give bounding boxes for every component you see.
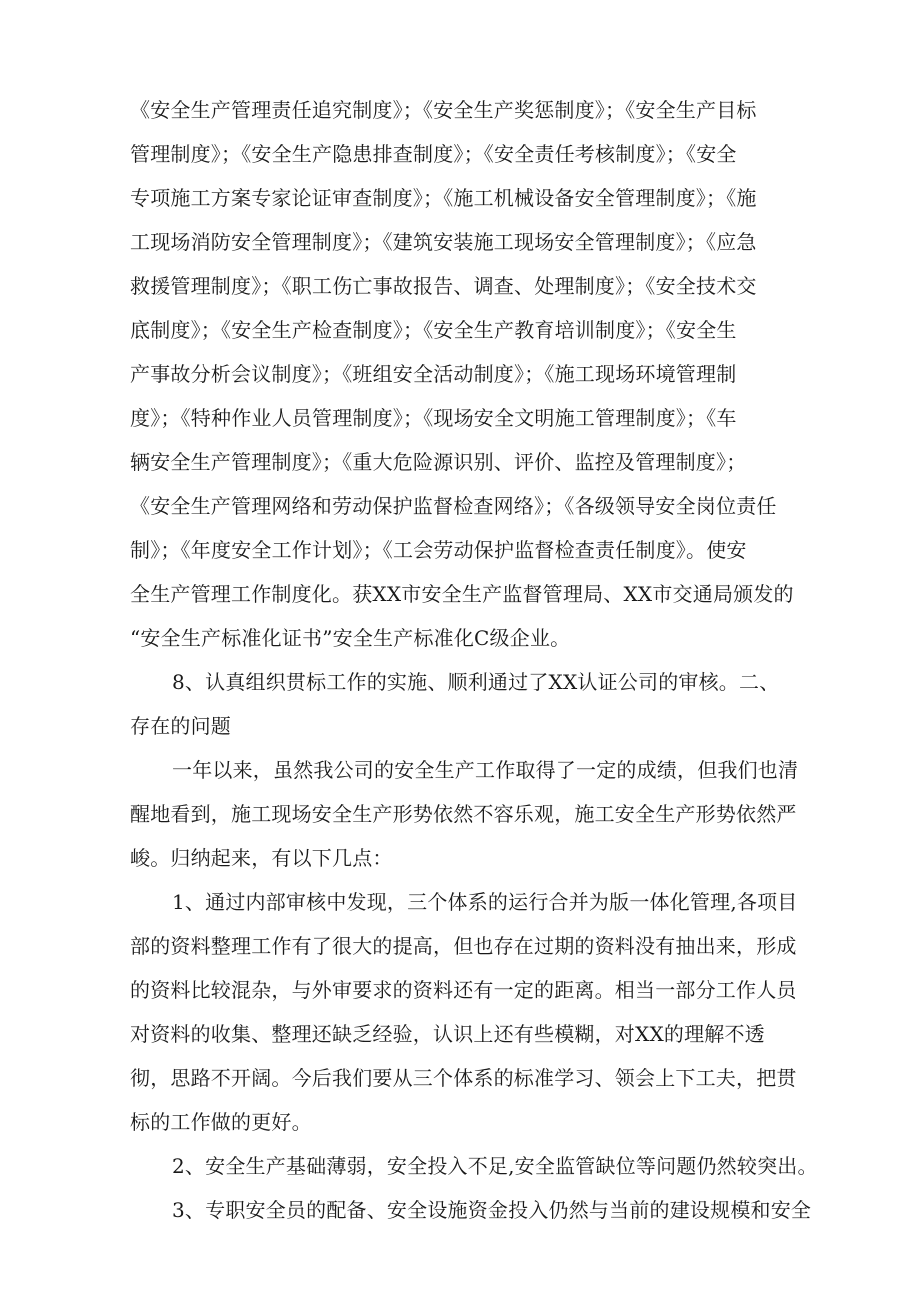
text-line: 对资料的收集、整理还缺乏经验，认识上还有些模糊，对XX的理解不透	[130, 1022, 765, 1046]
text-line: 《安全生产管理责任追究制度》；《安全生产奖惩制度》；《安全生产目标	[130, 98, 757, 122]
text-line: 《安全生产管理网络和劳动保护监督检查网络》；《各级领导安全岗位责任	[130, 494, 777, 518]
text-line: 2、安全生产基础薄弱，安全投入不足,安全监管缺位等问题仍然较突出。	[172, 1154, 818, 1178]
text-line: 底制度》；《安全生产检查制度》；《安全生产教育培训制度》；《安全生	[130, 318, 737, 342]
text-line: 一年以来，虽然我公司的安全生产工作取得了一定的成绩，但我们也清	[172, 758, 799, 782]
text-line: 专项施工方案专家论证审查制度》；《施工机械设备安全管理制度》；《施	[130, 186, 757, 210]
text-line: 部的资料整理工作有了很大的提高，但也存在过期的资料没有抽出来，形成	[130, 934, 797, 958]
text-line: 的资料比较混杂，与外审要求的资料还有一定的距离。相当一部分工作人员	[130, 978, 797, 1002]
text-line: “安全生产标准化证书”安全生产标准化C级企业。	[130, 626, 571, 650]
text-line: 3、专职安全员的配备、安全设施资金投入仍然与当前的建设规模和安全	[172, 1198, 812, 1222]
text-line: 峻。归纳起来，有以下几点：	[130, 846, 393, 870]
text-line: 标的工作做的更好。	[130, 1110, 312, 1134]
text-line: 度》；《特种作业人员管理制度》；《现场安全文明施工管理制度》；《车	[130, 406, 737, 430]
text-line: 8、认真组织贯标工作的实施、顺利通过了XX认证公司的审核。二、	[172, 670, 780, 694]
text-line: 救援管理制度》；《职工伤亡事故报告、调查、处理制度》；《安全技术交	[130, 274, 757, 298]
text-line: 工现场消防安全管理制度》；《建筑安装施工现场安全管理制度》；《应急	[130, 230, 757, 254]
text-line: 辆安全生产管理制度》；《重大危险源识别、评价、监控及管理制度》；	[130, 450, 747, 474]
text-line: 醒地看到，施工现场安全生产形势依然不容乐观，施工安全生产形势依然严	[130, 802, 797, 826]
text-line: 管理制度》；《安全生产隐患排查制度》；《安全责任考核制度》；《安全	[130, 142, 737, 166]
text-line: 1、通过内部审核中发现，三个体系的运行合并为版一体化管理,各项目	[172, 890, 798, 914]
text-line: 产事故分析会议制度》；《班组安全活动制度》；《施工现场环境管理制	[130, 362, 737, 386]
text-line: 彻，思路不开阔。今后我们要从三个体系的标准学习、领会上下工夫，把贯	[130, 1066, 797, 1090]
text-line: 存在的问题	[130, 714, 231, 738]
text-line: 制》；《年度安全工作计划》；《工会劳动保护监督检查责任制度》。使安	[130, 538, 747, 562]
text-line: 全生产管理工作制度化。获XX市安全生产监督管理局、XX市交通局颁发的	[130, 582, 794, 606]
